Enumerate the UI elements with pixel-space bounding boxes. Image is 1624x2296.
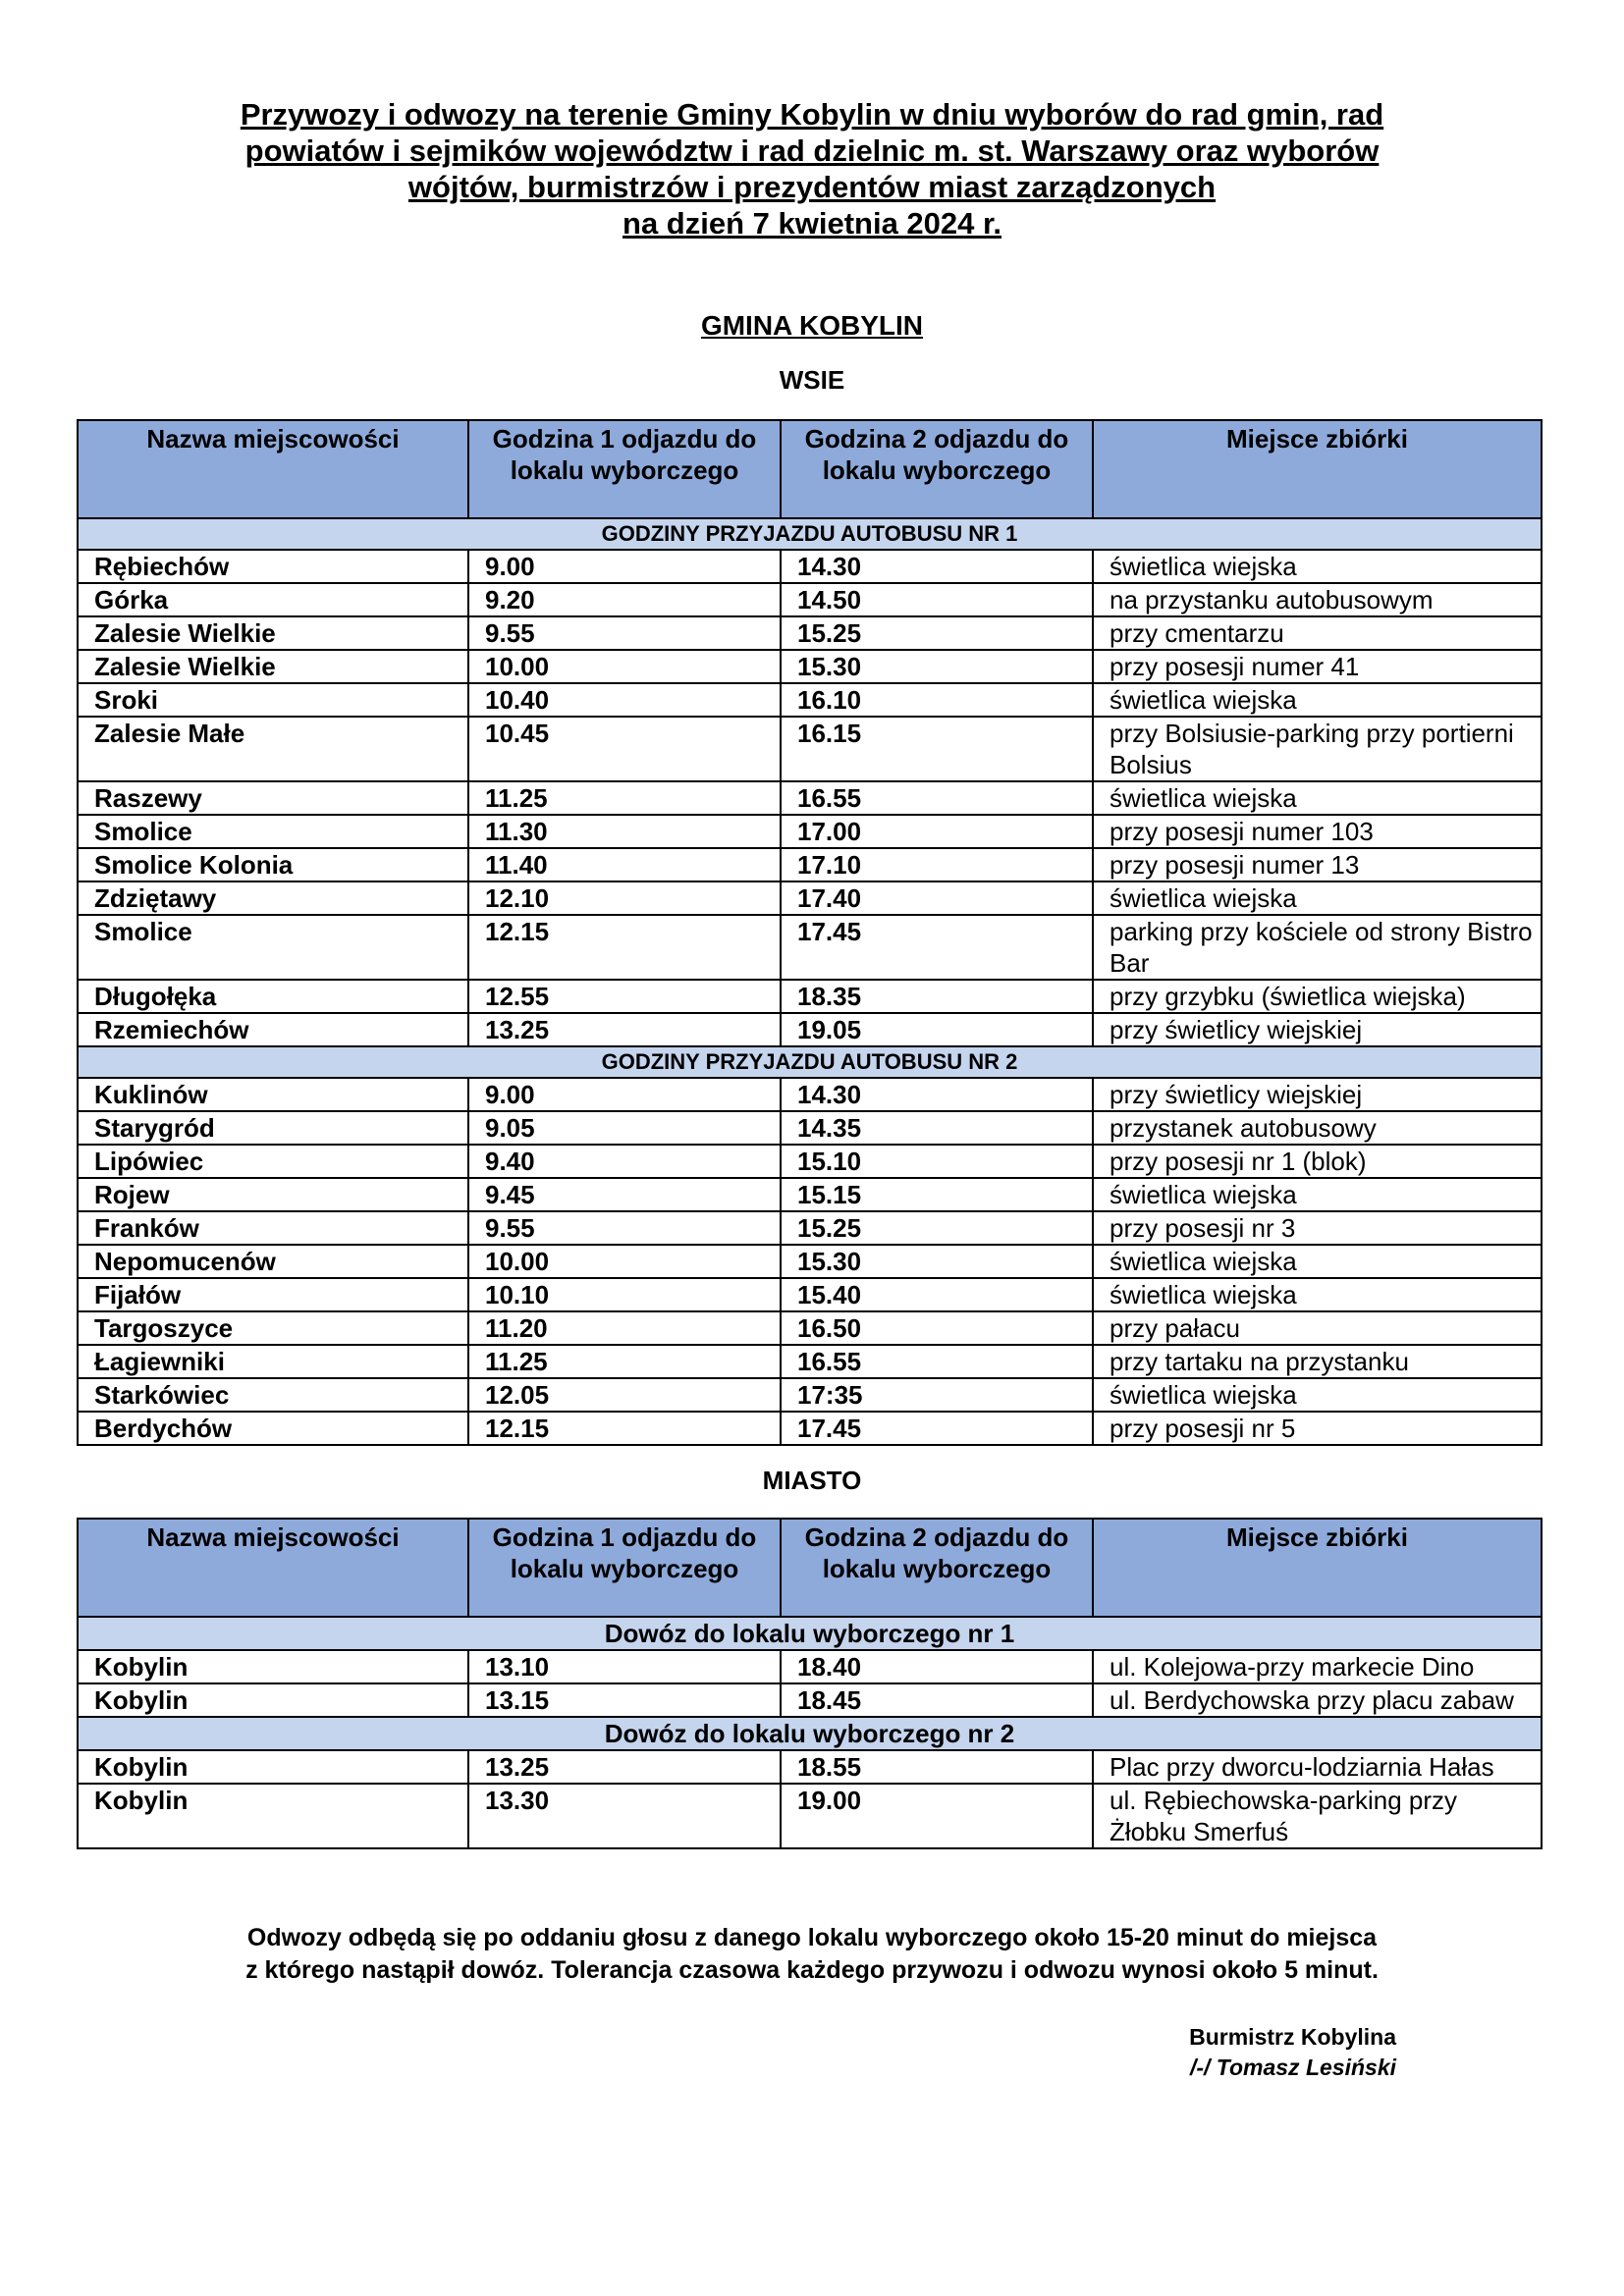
title-line-2: powiatów i sejmików województw i rad dzielnic m. st. Warszawy oraz wyborów: [244, 133, 1380, 168]
table-row: [78, 616, 1542, 650]
cell-time-2: 15.30: [781, 1245, 1093, 1278]
cell-time-2: 17.45: [781, 1412, 1093, 1445]
cell-locality: Sroki: [78, 683, 468, 717]
cell-meeting-place: parking przy kościele od strony Bistro Bar: [1093, 915, 1542, 980]
group-row: [78, 1717, 1542, 1750]
cell-locality: Górka: [78, 583, 468, 616]
table-row: [78, 848, 1542, 881]
cell-meeting-place: ul. Rębiechowska-parking przy Żłobku Smerfuś: [1093, 1784, 1542, 1848]
cell-locality: Starygród: [78, 1111, 468, 1145]
table-row: [78, 1311, 1542, 1345]
cell-time-1: 9.05: [468, 1111, 781, 1145]
cell-time-1: 11.30: [468, 815, 781, 848]
header-time-2: Godzina 2 odjazdu do lokalu wyborczego: [781, 1519, 1093, 1617]
cell-time-1: 11.20: [468, 1311, 781, 1345]
cell-time-2: 15.25: [781, 1211, 1093, 1245]
cell-time-2: 17.00: [781, 815, 1093, 848]
group-row: [78, 1617, 1542, 1650]
cell-meeting-place: przy grzybku (świetlica wiejska): [1093, 980, 1542, 1013]
cell-locality: Kobylin: [78, 1650, 468, 1683]
table-header-row: [78, 420, 1542, 518]
cell-time-1: 9.00: [468, 550, 781, 583]
cell-meeting-place: świetlica wiejska: [1093, 1245, 1542, 1278]
signature-title: Burmistrz Kobylina: [1189, 2024, 1396, 2050]
cell-locality: Zalesie Wielkie: [78, 650, 468, 683]
cell-time-1: 13.25: [468, 1013, 781, 1046]
title-line-4: na dzień 7 kwietnia 2024 r.: [623, 206, 1001, 240]
cell-locality: Zdziętawy: [78, 881, 468, 915]
cell-meeting-place: świetlica wiejska: [1093, 781, 1542, 815]
cell-locality: Smolice: [78, 915, 468, 980]
cell-locality: Starkówiec: [78, 1378, 468, 1412]
cell-meeting-place: ul. Berdychowska przy placu zabaw: [1093, 1683, 1542, 1717]
cell-meeting-place: przy posesji nr 3: [1093, 1211, 1542, 1245]
cell-meeting-place: przy cmentarzu: [1093, 616, 1542, 650]
cell-time-2: 15.30: [781, 650, 1093, 683]
cell-time-2: 18.40: [781, 1650, 1093, 1683]
cell-locality: Smolice Kolonia: [78, 848, 468, 881]
cell-time-2: 17.40: [781, 881, 1093, 915]
header-name: Nazwa miejscowości: [78, 1519, 468, 1617]
table-row: [78, 881, 1542, 915]
cell-meeting-place: Plac przy dworcu-lodziarnia Hałas: [1093, 1750, 1542, 1784]
cell-time-1: 12.05: [468, 1378, 781, 1412]
cell-time-2: 14.50: [781, 583, 1093, 616]
cell-time-1: 9.55: [468, 1211, 781, 1245]
note-line-1: Odwozy odbędą się po oddaniu głosu z danego lokalu wyborczego około 15-20 minut do miejsca: [246, 1924, 1378, 1951]
group-label: Dowóz do lokalu wyborczego nr 1: [78, 1617, 1542, 1650]
table-row: [78, 583, 1542, 616]
table-row: [78, 1211, 1542, 1245]
cell-locality: Zalesie Małe: [78, 717, 468, 781]
gmina-heading: GMINA KOBYLIN: [700, 310, 924, 341]
cell-meeting-place: świetlica wiejska: [1093, 1278, 1542, 1311]
cell-time-1: 13.30: [468, 1784, 781, 1848]
table-row: [78, 1145, 1542, 1178]
cell-locality: Targoszyce: [78, 1311, 468, 1345]
cell-meeting-place: przy posesji numer 41: [1093, 650, 1542, 683]
cell-time-1: 9.00: [468, 1078, 781, 1111]
table-row: [78, 1111, 1542, 1145]
table-row: [78, 980, 1542, 1013]
cell-locality: Franków: [78, 1211, 468, 1245]
table-row: [78, 650, 1542, 683]
group-row: [78, 518, 1542, 550]
title-line-3: wójtów, burmistrzów i prezydentów miast zarządzonych: [407, 170, 1217, 204]
group-label: Dowóz do lokalu wyborczego nr 2: [78, 1717, 1542, 1750]
cell-time-1: 12.15: [468, 1412, 781, 1445]
cell-time-1: 12.10: [468, 881, 781, 915]
cell-meeting-place: świetlica wiejska: [1093, 550, 1542, 583]
cell-time-2: 16.55: [781, 781, 1093, 815]
table-row: [78, 1245, 1542, 1278]
cell-meeting-place: przy Bolsiusie-parking przy portierni Bolsius: [1093, 717, 1542, 781]
cell-time-1: 9.45: [468, 1178, 781, 1211]
cell-meeting-place: przy świetlicy wiejskiej: [1093, 1078, 1542, 1111]
cell-time-1: 11.40: [468, 848, 781, 881]
header-time-1: Godzina 1 odjazdu do lokalu wyborczego: [468, 1519, 781, 1617]
table-row: [78, 1784, 1542, 1848]
cell-time-1: 11.25: [468, 1345, 781, 1378]
table-row: [78, 717, 1542, 781]
table-row: [78, 1750, 1542, 1784]
table-row: [78, 1683, 1542, 1717]
cell-meeting-place: przy świetlicy wiejskiej: [1093, 1013, 1542, 1046]
cell-time-2: 18.45: [781, 1683, 1093, 1717]
cell-meeting-place: świetlica wiejska: [1093, 683, 1542, 717]
cell-time-2: 19.05: [781, 1013, 1093, 1046]
wsie-table: [77, 419, 1543, 1446]
cell-time-1: 10.40: [468, 683, 781, 717]
signature-name: /-/ Tomasz Lesiński: [1189, 2055, 1396, 2080]
cell-time-1: 13.15: [468, 1683, 781, 1717]
cell-locality: Rzemiechów: [78, 1013, 468, 1046]
cell-locality: Kuklinów: [78, 1078, 468, 1111]
cell-locality: Łagiewniki: [78, 1345, 468, 1378]
table-row: [78, 1278, 1542, 1311]
title-line-1: Przywozy i odwozy na terenie Gminy Kobylin w dniu wyborów do rad gmin, rad: [240, 97, 1384, 132]
cell-time-2: 15.15: [781, 1178, 1093, 1211]
cell-locality: Rojew: [78, 1178, 468, 1211]
wsie-heading: WSIE: [779, 365, 845, 395]
cell-meeting-place: na przystanku autobusowym: [1093, 583, 1542, 616]
table-row: [78, 815, 1542, 848]
miasto-heading: MIASTO: [762, 1466, 862, 1495]
header-place: Miejsce zbiórki: [1093, 420, 1542, 518]
cell-time-1: 10.10: [468, 1278, 781, 1311]
cell-time-2: 16.15: [781, 717, 1093, 781]
cell-time-2: 16.50: [781, 1311, 1093, 1345]
cell-meeting-place: przystanek autobusowy: [1093, 1111, 1542, 1145]
table-row: [78, 1078, 1542, 1111]
table-row: [78, 1345, 1542, 1378]
table-row: [78, 683, 1542, 717]
cell-time-1: 9.20: [468, 583, 781, 616]
signature-block: [1189, 2022, 1396, 2083]
cell-meeting-place: przy posesji nr 5: [1093, 1412, 1542, 1445]
group-row: [78, 1046, 1542, 1078]
cell-time-1: 9.40: [468, 1145, 781, 1178]
cell-locality: Rębiechów: [78, 550, 468, 583]
cell-time-1: 11.25: [468, 781, 781, 815]
cell-time-2: 17.45: [781, 915, 1093, 980]
cell-meeting-place: przy tartaku na przystanku: [1093, 1345, 1542, 1378]
cell-locality: Nepomucenów: [78, 1245, 468, 1278]
table-row: [78, 1378, 1542, 1412]
cell-locality: Długołęka: [78, 980, 468, 1013]
table-row: [78, 1013, 1542, 1046]
cell-meeting-place: świetlica wiejska: [1093, 881, 1542, 915]
table-row: [78, 550, 1542, 583]
cell-time-2: 14.30: [781, 1078, 1093, 1111]
table-row: [78, 915, 1542, 980]
cell-locality: Kobylin: [78, 1750, 468, 1784]
header-time-1: Godzina 1 odjazdu do lokalu wyborczego: [468, 420, 781, 518]
cell-time-2: 16.10: [781, 683, 1093, 717]
cell-locality: Berdychów: [78, 1412, 468, 1445]
cell-meeting-place: świetlica wiejska: [1093, 1378, 1542, 1412]
cell-locality: Lipówiec: [78, 1145, 468, 1178]
cell-meeting-place: przy pałacu: [1093, 1311, 1542, 1345]
cell-locality: Smolice: [78, 815, 468, 848]
table-row: [78, 1178, 1542, 1211]
cell-meeting-place: przy posesji numer 13: [1093, 848, 1542, 881]
group-label: GODZINY PRZYJAZDU AUTOBUSU NR 1: [78, 518, 1542, 550]
header-place: Miejsce zbiórki: [1093, 1519, 1542, 1617]
note-line-2: z którego nastąpił dowóz. Tolerancja czasowa każdego przywozu i odwozu wynosi około 5 minut.: [245, 1956, 1379, 1984]
cell-time-1: 12.15: [468, 915, 781, 980]
cell-locality: Kobylin: [78, 1683, 468, 1717]
cell-meeting-place: przy posesji numer 103: [1093, 815, 1542, 848]
cell-time-1: 13.10: [468, 1650, 781, 1683]
table-row: [78, 1412, 1542, 1445]
document-title: [147, 96, 1477, 241]
cell-time-2: 17.10: [781, 848, 1093, 881]
miasto-table: [77, 1518, 1543, 1849]
cell-time-1: 13.25: [468, 1750, 781, 1784]
cell-time-2: 15.10: [781, 1145, 1093, 1178]
cell-locality: Zalesie Wielkie: [78, 616, 468, 650]
cell-locality: Raszewy: [78, 781, 468, 815]
table-row: [78, 781, 1542, 815]
cell-time-2: 19.00: [781, 1784, 1093, 1848]
cell-time-2: 14.35: [781, 1111, 1093, 1145]
cell-time-1: 10.00: [468, 1245, 781, 1278]
cell-locality: Kobylin: [78, 1784, 468, 1848]
cell-time-2: 17:35: [781, 1378, 1093, 1412]
cell-time-1: 10.45: [468, 717, 781, 781]
cell-time-2: 16.55: [781, 1345, 1093, 1378]
header-time-2: Godzina 2 odjazdu do lokalu wyborczego: [781, 420, 1093, 518]
closing-note: [147, 1922, 1477, 1987]
cell-time-1: 10.00: [468, 650, 781, 683]
cell-time-2: 18.35: [781, 980, 1093, 1013]
cell-meeting-place: ul. Kolejowa-przy markecie Dino: [1093, 1650, 1542, 1683]
cell-time-1: 9.55: [468, 616, 781, 650]
cell-locality: Fijałów: [78, 1278, 468, 1311]
cell-time-2: 18.55: [781, 1750, 1093, 1784]
table-row: [78, 1650, 1542, 1683]
cell-time-1: 12.55: [468, 980, 781, 1013]
header-name: Nazwa miejscowości: [78, 420, 468, 518]
cell-meeting-place: świetlica wiejska: [1093, 1178, 1542, 1211]
cell-time-2: 15.40: [781, 1278, 1093, 1311]
cell-meeting-place: przy posesji nr 1 (blok): [1093, 1145, 1542, 1178]
table-header-row: [78, 1519, 1542, 1617]
cell-time-2: 14.30: [781, 550, 1093, 583]
cell-time-2: 15.25: [781, 616, 1093, 650]
group-label: GODZINY PRZYJAZDU AUTOBUSU NR 2: [78, 1046, 1542, 1078]
